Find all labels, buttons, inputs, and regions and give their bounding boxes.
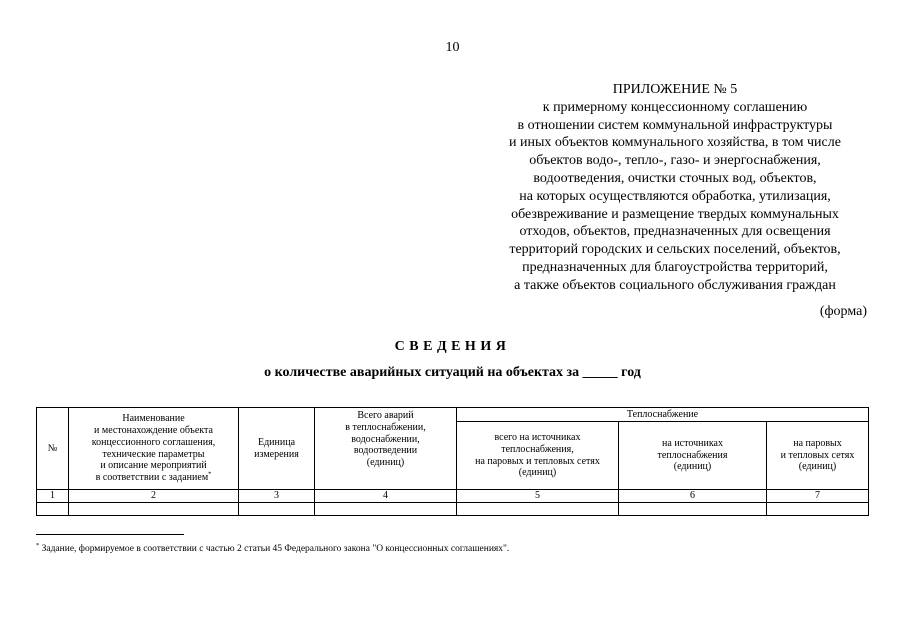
- header-col-heat-total: [457, 422, 619, 490]
- column-number: 2: [69, 490, 239, 503]
- header-col-heat-total-line: (единиц): [518, 467, 557, 479]
- table-cell: [69, 503, 239, 516]
- header-col-name-line: и местонахождение объекта: [94, 424, 213, 436]
- table-cell: [767, 503, 869, 516]
- column-number: 7: [767, 490, 869, 503]
- header-col-name-line: технические параметры: [102, 448, 205, 460]
- appendix-line: и иных объектов коммунального хозяйства, в том числе: [509, 135, 841, 151]
- appendix-line: в отношении систем коммунальной инфраструктуры: [517, 117, 833, 133]
- appendix-line: к примерному концессионному соглашению: [542, 99, 808, 115]
- footnote-mark: *: [36, 541, 40, 549]
- column-number: 3: [239, 490, 315, 503]
- table-cell: [619, 503, 767, 516]
- header-col-heat-sources-line: теплоснабжения: [657, 449, 728, 461]
- column-number-row: [37, 490, 869, 503]
- doc-subtitle: о количестве аварийных ситуаций на объектах за _____ год: [264, 365, 641, 380]
- header-col-total-line: Всего аварий: [357, 410, 414, 421]
- header-col-no: №: [37, 408, 69, 490]
- appendix-line: обезвреживание и размещение твердых коммунальных: [511, 206, 839, 222]
- column-number: 6: [619, 490, 767, 503]
- header-col-name-line: концессионного соглашения,: [91, 436, 216, 448]
- table-cell: [239, 503, 315, 516]
- header-col-heat-total-line: всего на источниках: [494, 431, 581, 443]
- header-col-heat-networks: [767, 422, 869, 490]
- appendix-line: объектов водо-, тепло-, газо- и энергоснабжения,: [529, 153, 821, 169]
- empty-data-row: [37, 503, 869, 516]
- column-number: 5: [457, 490, 619, 503]
- header-col-total-line: (единиц): [366, 457, 405, 469]
- header-col-unit: [239, 408, 315, 490]
- appendix-line: отходов, объектов, предназначенных для освещения: [519, 224, 831, 240]
- header-group-heat: Теплоснабжение: [457, 408, 869, 422]
- accidents-table: [36, 407, 869, 516]
- header-col-heat-sources-line: на источниках: [662, 437, 723, 449]
- column-number: 1: [37, 490, 69, 503]
- appendix-header: [450, 81, 900, 295]
- footnote-text: Задание, формируемое в соответствии с частью 2 статьи 45 Федерального закона "О концессионных соглашениях".: [39, 544, 510, 554]
- appendix-line: территорий городских и сельских поселений, объектов,: [509, 242, 841, 258]
- header-col-name-text: в соответствии с заданием: [95, 472, 209, 484]
- header-col-heat-networks-line: (единиц): [798, 461, 837, 473]
- appendix-line: предназначенных для благоустройства территорий,: [522, 259, 828, 275]
- footnote-mark: *: [208, 470, 212, 478]
- table-cell: [37, 503, 69, 516]
- header-col-unit-line: Единица: [257, 436, 296, 448]
- doc-title: СВЕДЕНИЯ: [394, 339, 511, 354]
- form-note: (форма): [819, 304, 867, 319]
- appendix-line: на которых осуществляются обработка, утилизация,: [519, 188, 831, 204]
- page-number: 10: [445, 40, 460, 55]
- footnote: [36, 541, 510, 554]
- header-col-heat-sources: [619, 422, 767, 490]
- header-col-heat-networks-line: на паровых: [793, 437, 842, 449]
- table-cell: [315, 503, 457, 516]
- header-col-heat-networks-line: и тепловых сетях: [780, 449, 855, 461]
- header-col-unit-line: измерения: [254, 448, 299, 460]
- appendix-title: ПРИЛОЖЕНИЕ № 5: [612, 82, 738, 97]
- table-cell: [457, 503, 619, 516]
- header-col-name-line: Наименование: [122, 413, 185, 425]
- header-col-heat-total-line: на паровых и тепловых сетях: [475, 455, 600, 467]
- header-col-name: [69, 408, 239, 490]
- column-number: 4: [315, 490, 457, 503]
- footnote-divider: [36, 534, 184, 535]
- header-col-name-line: и описание мероприятий: [100, 460, 207, 472]
- header-col-heat-sources-line: (единиц): [673, 461, 712, 473]
- header-col-total-line: водоснабжении,: [351, 433, 420, 445]
- header-col-heat-total-line: теплоснабжения,: [501, 443, 574, 455]
- header-col-total: [315, 408, 457, 490]
- header-col-name-line: [71, 472, 236, 484]
- appendix-line: а также объектов социального обслуживания граждан: [514, 277, 836, 293]
- header-col-total-line: водоотведении: [353, 445, 418, 457]
- appendix-line: водоотведения, очистки сточных вод, объектов,: [533, 170, 817, 186]
- header-col-total-line: в теплоснабжении,: [345, 421, 426, 433]
